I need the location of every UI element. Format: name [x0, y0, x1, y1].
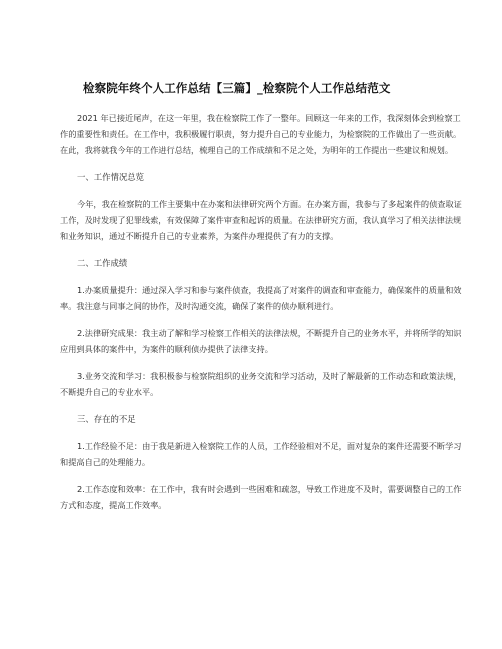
overview-paragraph: 今年，我在检察院的工作主要集中在办案和法律研究两个方面。在办案方面，我参与了多起案件的侦查取证工作，及时发现了犯罪线索，有效保障了案件审查和起诉的质量。在法律研究方面，我认真学习了相关法律法规和业务知识，通过不断提升自己的专业素养，为案件办理提供了有力的支撑。	[60, 199, 462, 241]
achievement-item: 1.办案质量提升：通过深入学习和参与案件侦查，我提高了对案件的调查和审查能力，确保案件的质量和效率。我注意与同事之间的协作，及时沟通交流，确保了案件的侦办顺利进行。	[60, 285, 462, 311]
achievement-item: 2.法律研究成果：我主动了解和学习检察工作相关的法律法规，不断提升自己的业务水平，并将所学的知识应用到具体的案件中，为案件的顺利侦办提供了法律支持。	[60, 328, 462, 354]
shortcoming-item: 2.工作态度和效率：在工作中，我有时会遇到一些困难和疏忽，导致工作进度不及时，需要调整自己的工作方式和态度，提高工作效率。	[60, 484, 462, 510]
achievement-item: 3.业务交流和学习：我积极参与检察院组织的业务交流和学习活动，及时了解最新的工作动态和政策法规，不断提升自己的专业水平。	[60, 371, 462, 397]
section-heading-achievements: 二、工作成绩	[77, 258, 128, 268]
intro-paragraph: 2021 年已接近尾声，在这一年里，我在检察院工作了一整年。回顾这一年来的工作，我深刻体会到检察工作的重要性和责任。在工作中，我积极履行职责，努力提升自己的专业能力，为检察院的工作做出了一些贡献。在此，我将就我今年的工作进行总结，梳理自己的工作成绩和不足之处，为明年的工作提出一些建议和规划。	[60, 113, 462, 155]
shortcoming-item: 1.工作经验不足：由于我是新进入检察院工作的人员，工作经验相对不足，面对复杂的案件还需要不断学习和提高自己的处理能力。	[60, 441, 462, 467]
section-heading-shortcomings: 三、存在的不足	[77, 414, 136, 424]
document-title: 检察院年终个人工作总结【三篇】_检察院个人工作总结范文	[83, 81, 391, 95]
section-heading-overview: 一、工作情况总览	[77, 172, 144, 182]
